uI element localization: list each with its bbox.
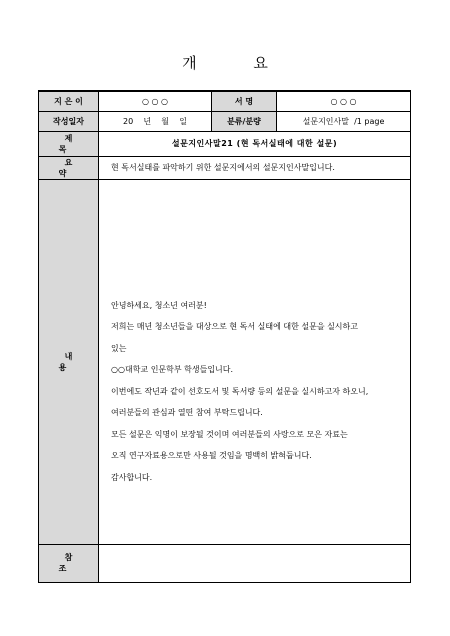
reference-value [99, 544, 411, 582]
content-line: 이번에도 작년과 같이 선호도서 및 독서량 등의 설문을 실시하고자 하오니, [111, 386, 369, 396]
content-line: 오직 연구자료용으로만 사용될 것임을 명백히 밝혀둡니다. [111, 451, 312, 460]
page-title: 개 요 [182, 54, 294, 72]
summary-label: 요 약 [39, 156, 99, 179]
reference-label: 참 조 [39, 544, 99, 582]
content-body [99, 179, 411, 544]
date-value: 20 년 월 일 [99, 111, 212, 131]
content-text [99, 180, 410, 489]
signature-value: ○ ○ ○ [277, 91, 411, 111]
subject-value: 설문지인사말21 (현 독서실태에 대한 설문) [99, 131, 411, 156]
summary-value: 현 독서실태를 파악하기 위한 설문지에서의 설문지인사말입니다. [99, 156, 411, 179]
author-label: 지 은 이 [39, 91, 99, 111]
content-line: 감사합니다. [111, 472, 153, 482]
content-line: 안녕하세요, 청소년 여러분! [111, 300, 207, 310]
signature-label: 서 명 [212, 91, 277, 111]
content-line: 있는 [111, 343, 127, 353]
subject-label: 제 목 [39, 131, 99, 156]
category-label: 분류/분량 [212, 111, 277, 131]
content-line: 여러분들의 관심과 열띤 참여 부탁드립니다. [111, 408, 263, 417]
content-line: 저희는 매년 청소년들을 대상으로 현 독서 실태에 대한 설문을 실시하고 [111, 322, 358, 331]
date-label: 작성일자 [39, 111, 99, 131]
content-line: ○○대학교 인문학부 학생들입니다. [111, 365, 234, 374]
author-value: ○ ○ ○ [99, 91, 212, 111]
content-label: 내 용 [39, 179, 99, 544]
content-line: 모든 설문은 익명이 보장될 것이며 여러분들의 사랑으로 모은 자료는 [111, 429, 348, 439]
document-form [38, 90, 411, 583]
category-value: 설문지인사말 /1 page [277, 111, 411, 131]
